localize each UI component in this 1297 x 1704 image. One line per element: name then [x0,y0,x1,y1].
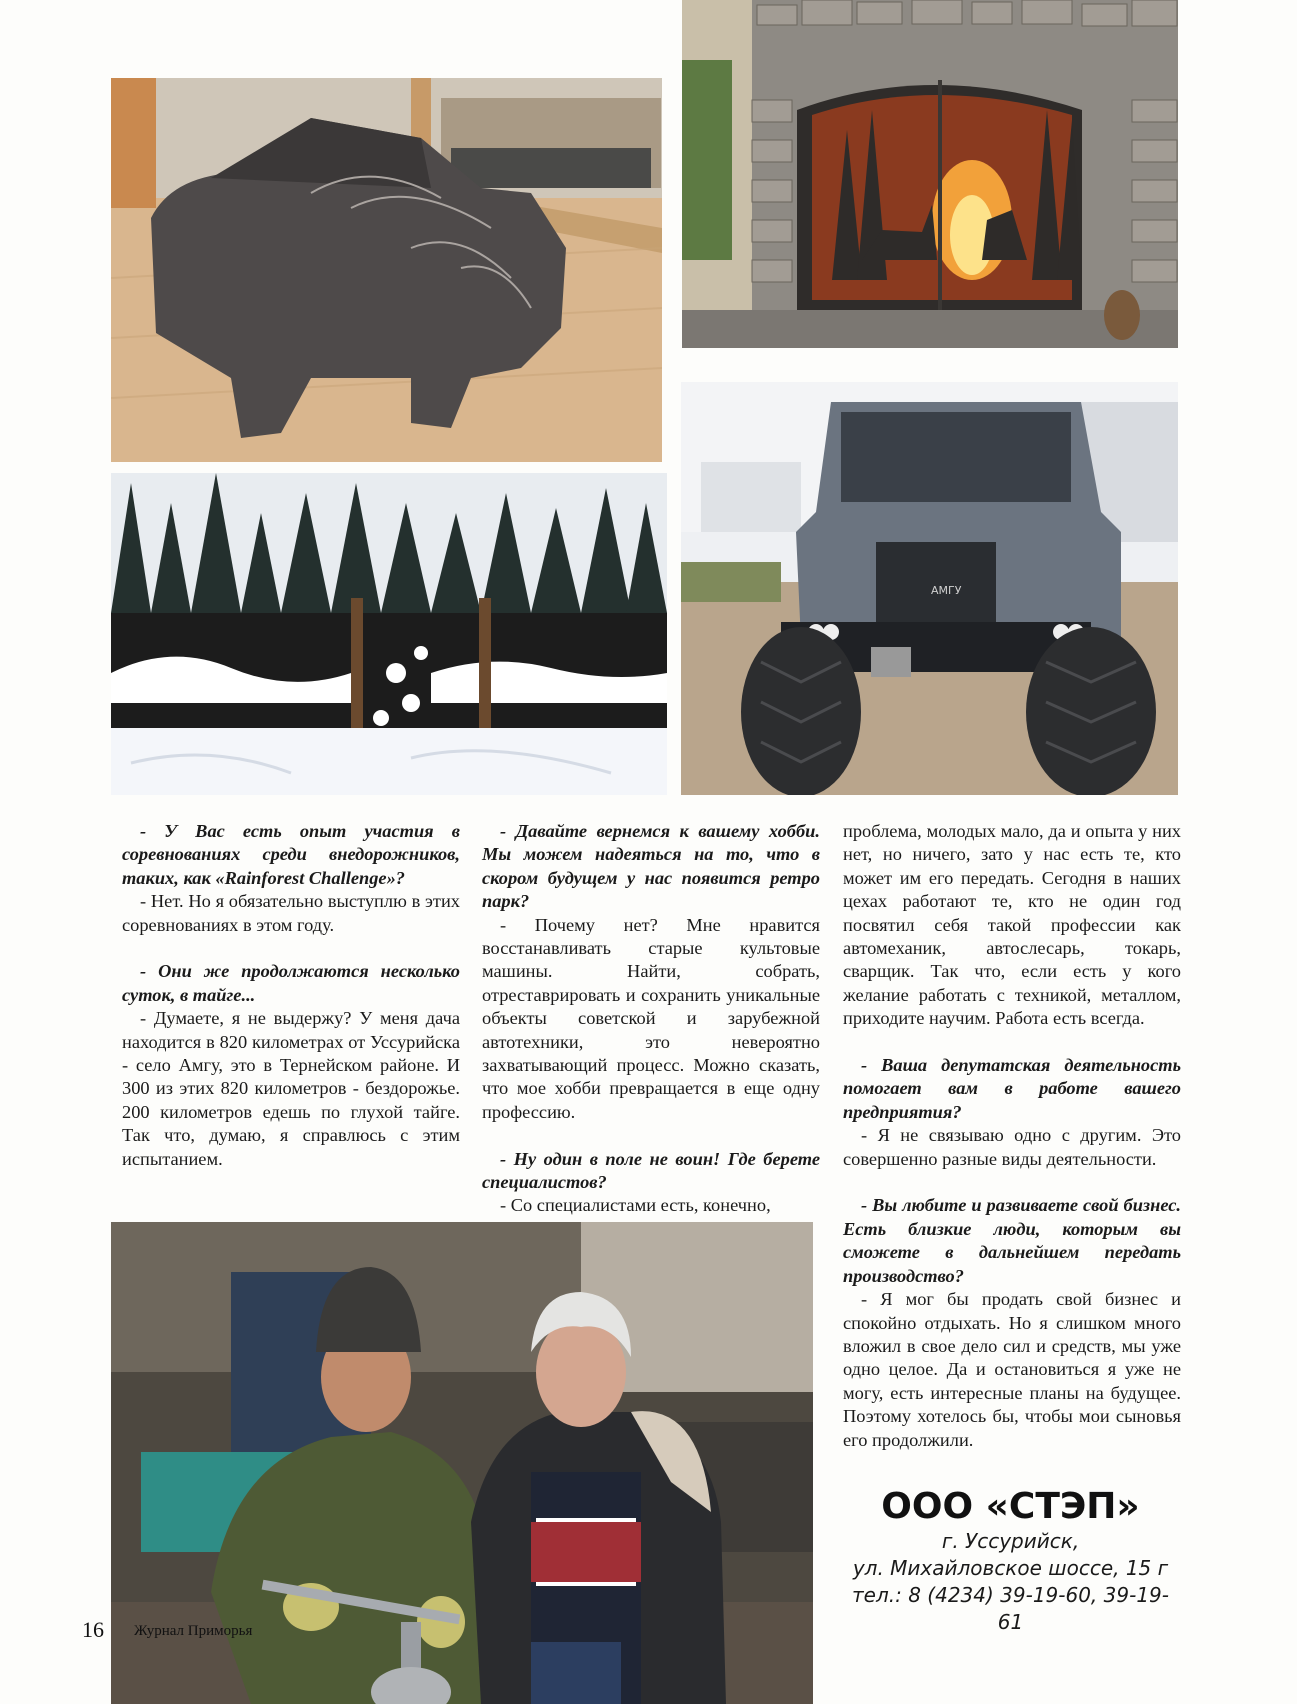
photo-fireplace-screen [682,0,1178,348]
interview-question: - Ваша депутатская деятельность помогает вам в работе вашего предприятия? [843,1055,1181,1122]
company-city: г. Уссурийск, [941,1529,1080,1553]
photo-offroad-truck [681,382,1178,795]
truck-badge: АМГУ [931,584,962,597]
interview-answer: - Со специалистами есть, конечно, [500,1195,771,1216]
interview-answer: - Я не связываю одно с другим. Это совершенно разные виды деятельности. [843,1125,1181,1169]
interview-question: - Они же продолжаются несколько суток, в тайге... [122,961,460,1005]
company-contact-block [843,1486,1178,1636]
interview-question: - Ну один в поле не воин! Где берете специалистов? [482,1148,820,1193]
paragraph-gap [843,1031,1181,1054]
photo-bear-grill [111,78,662,462]
company-address: ул. Михайловское шоссе, 15 г [852,1556,1169,1580]
interview-question: - Вы любите и развиваете свой бизнес. Есть близкие люди, которым вы сможете в дальнейшем передать производство? [843,1195,1181,1286]
article-column-1 [122,820,460,1171]
paragraph-gap [843,1171,1181,1194]
paragraph-gap [122,937,460,960]
interview-answer: - Нет. Но я обязательно выступлю в этих соревнованиях в этом году. [122,891,460,935]
interview-question: - У Вас есть опыт участия в соревнованиях среди внедорожников, таких, как «Rainforest Challenge»? [122,821,460,888]
article-column-3 [843,820,1181,1452]
interview-answer: - Почему нет? Мне нравится восстанавливать старые культовые машины. Найти, собрать, отреставрировать и сохранить уникальные объекты советской и зарубежной автотехники, это невероятно захватывающий процесс. Можно сказать, что мое хобби превращается в еще одну профессию. [482,914,820,1122]
interview-answer: - Я мог бы продать свой бизнес и спокойно отдыхать. Но я слишком много вложил в свое дело сил и средств, мы уже одно целое. Да и остановиться я уже не могу, есть интересные планы на будущее. Поэтому хотелось бы, чтобы мои сыновья его продолжили. [843,1289,1181,1450]
interview-answer: проблема, молодых мало, да и опыта у них нет, но ничего, зато у нас есть те, кто может им его передать. Сегодня в наших цехах работают те, кто не один год посвятил себя такой профессии как автомеханик, автослесарь, токарь, сварщик. Так что, если есть у кого желание работать с техникой, металлом, приходите научим. Работа есть всегда. [843,821,1181,1029]
page-number: 16 [82,1617,104,1642]
interview-answer: - Думаете, я не выдержу? У меня дача находится в 820 километрах от Уссурийска - село Амгу, это в Тернейском районе. И 300 из этих 820 километров - бездорожье. 200 километров едешь по глухой тайге. Так что, думаю, я справлюсь с этим испытанием. [122,1008,460,1169]
photo-fence-gate [111,473,667,795]
interview-question: - Давайте вернемся к вашему хобби. Мы можем надеяться на то, что в скором будущем у нас появится ретро парк? [482,821,820,912]
magazine-title: Журнал Приморья [134,1623,253,1639]
company-name: ООО «СТЭП» [881,1486,1140,1527]
company-phone: тел.: 8 (4234) 39-19-60, 39-19-61 [852,1583,1169,1634]
paragraph-gap [482,1124,820,1147]
article-column-2 [482,820,820,1218]
